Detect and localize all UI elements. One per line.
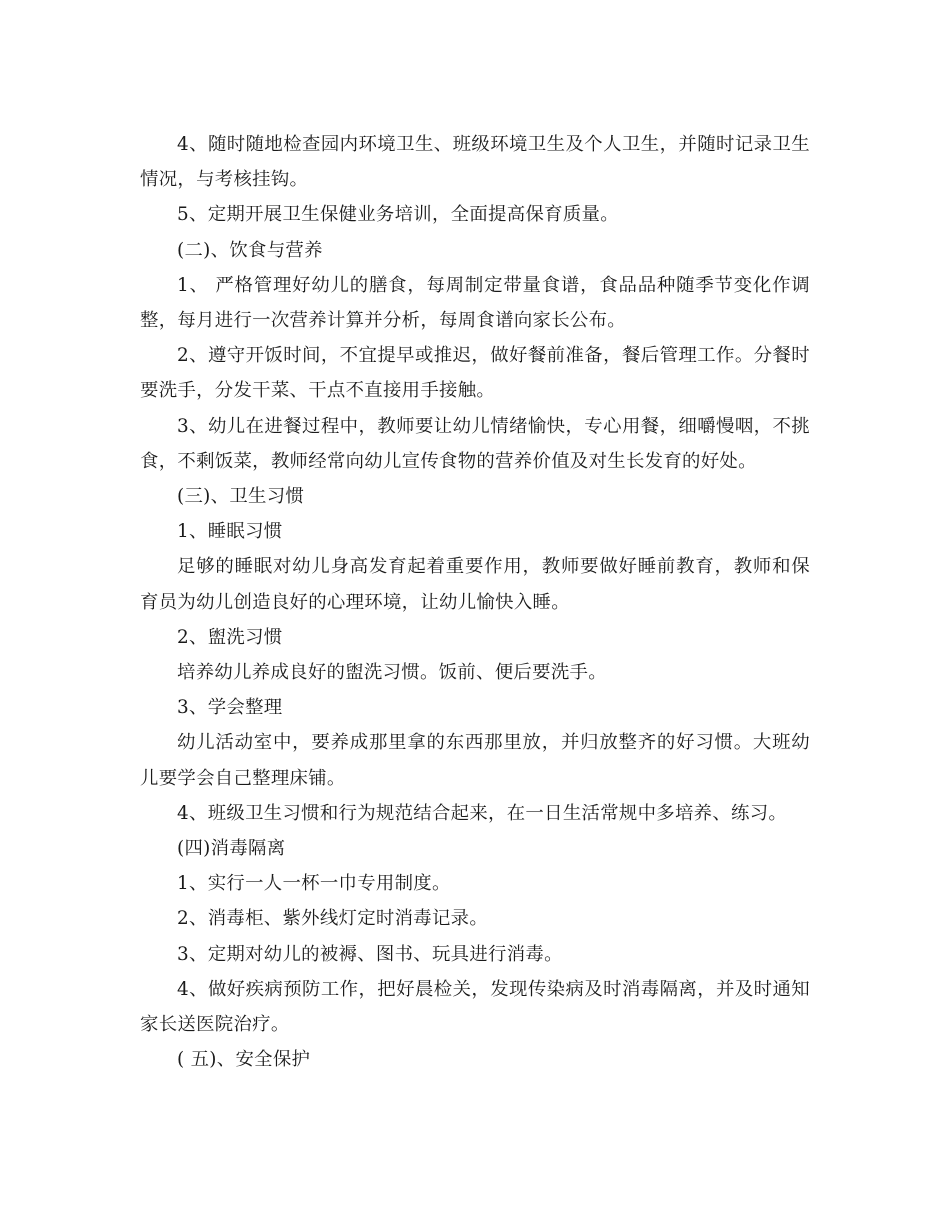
paragraph-training: 5、定期开展卫生保健业务培训，全面提高保育质量。 (177, 204, 619, 226)
paragraph-sleep: 足够的睡眠对幼儿身高发育起着重要作用，教师要做好睡前教育，教师和保育员为幼儿创造良好的心理环境，让幼儿愉快入睡。 (140, 556, 810, 613)
section-heading-diet: (二)、饮食与营养 (177, 239, 323, 261)
paragraph-cup-towel: 1、实行一人一杯一巾专用制度。 (177, 873, 451, 895)
paragraph-tidying: 幼儿活动室中，要养成那里拿的东西那里放，并归放整齐的好习惯。大班幼儿要学会自己整理床铺。 (140, 732, 810, 789)
paragraph-meal-time: 2、遵守开饭时间，不宜提早或推迟，做好餐前准备，餐后管理工作。分餐时要洗手，分发干菜、干点不直接用手接触。 (140, 345, 810, 402)
paragraph-bedding: 3、定期对幼儿的被褥、图书、玩具进行消毒。 (177, 943, 563, 965)
section-heading-habits: (三)、卫生习惯 (177, 486, 305, 508)
paragraph-meal-management: 1、 严格管理好幼儿的膳食，每周制定带量食谱，食品品种随季节变化作调整，每月进行一次营养计算并分析，每周食谱向家长公布。 (140, 274, 810, 332)
paragraph-disease-prevention: 4、做好疾病预防工作，把好晨检关，发现传染病及时消毒隔离，并及时通知家长送医院治疗。 (140, 978, 810, 1036)
subheading-sleep: 1、睡眠习惯 (177, 521, 283, 543)
paragraph-class-habits: 4、班级卫生习惯和行为规范结合起来，在一日生活常规中多培养、练习。 (177, 802, 788, 824)
section-heading-safety: ( 五)、安全保护 (177, 1049, 311, 1071)
paragraph-washing: 培养幼儿养成良好的盥洗习惯。饭前、便后要洗手。 (177, 662, 607, 684)
subheading-washing: 2、盥洗习惯 (177, 626, 283, 648)
paragraph-hygiene-inspection: 4、随时随地检查园内环境卫生、班级环境卫生及个人卫生，并随时记录卫生情况，与考核挂钩。 (140, 134, 810, 191)
section-heading-disinfection: (四)消毒隔离 (177, 838, 286, 860)
paragraph-dining-process: 3、幼儿在进餐过程中，教师要让幼儿情绪愉快，专心用餐，细嚼慢咽，不挑食，不剩饭菜，教师经常向幼儿宣传食物的营养价值及对生长发育的好处。 (140, 415, 810, 472)
paragraph-uv-lamp: 2、消毒柜、紫外线灯定时消毒记录。 (177, 908, 489, 930)
subheading-tidying: 3、学会整理 (177, 697, 283, 719)
